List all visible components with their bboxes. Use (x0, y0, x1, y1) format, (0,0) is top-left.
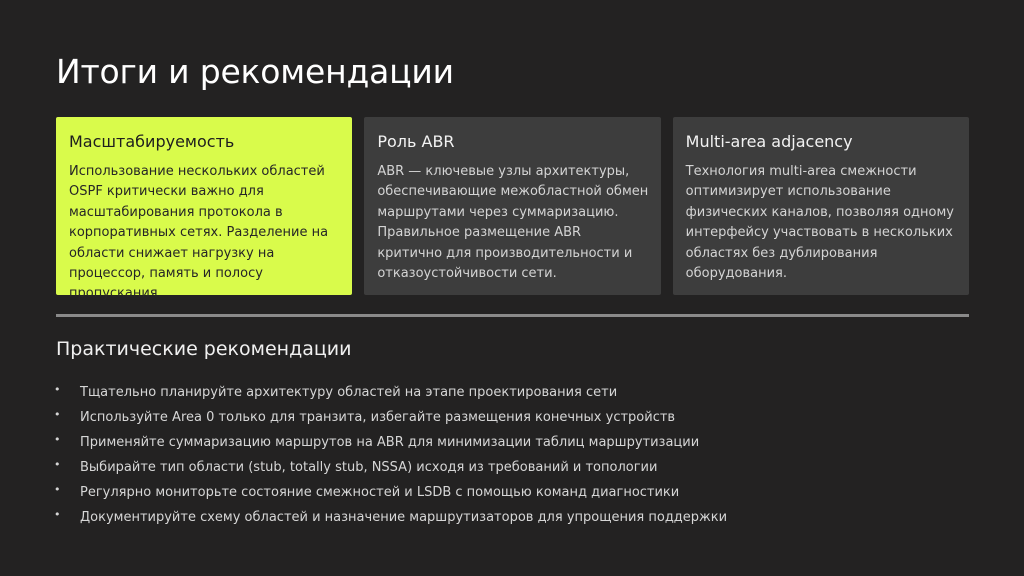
page-title: Итоги и рекомендации (56, 52, 454, 91)
card-abr-role (364, 117, 660, 295)
recommendations-title: Практические рекомендации (56, 338, 352, 360)
recommendations-list (54, 380, 727, 530)
card-text: Использование нескольких областей OSPF критически важно для масштабирования протокола в корпоративных сетях. Разделение на области снижает нагрузку на процессор, память и полосу пропускания. (69, 164, 329, 302)
list-item-text: Используйте Area 0 только для транзита, избегайте размещения конечных устройств (80, 410, 676, 425)
bullet-icon: • (54, 383, 61, 396)
card-multi-area-adjacency (673, 117, 969, 295)
list-item-text: Тщательно планируйте архитектуру областей на этапе проектирования сети (80, 385, 618, 400)
section-divider (56, 314, 969, 317)
card-text: ABR — ключевые узлы архитектуры, обеспечивающие межобластной обмен маршрутами через суммаризацию. Правильное размещение ABR критично для производительности и отказоустойчивости сети. (377, 164, 649, 282)
list-item (54, 405, 727, 430)
list-item-text: Применяйте суммаризацию маршрутов на ABR для минимизации таблиц маршрутизации (80, 435, 700, 450)
bullet-icon: • (54, 458, 61, 471)
list-item (54, 480, 727, 505)
summary-cards (56, 117, 969, 302)
card-text: Технология multi-area смежности оптимизирует использование физических каналов, позволяя одному интерфейсу участвовать в нескольких областях без дублирования оборудования. (685, 164, 954, 282)
list-item (54, 380, 727, 405)
list-item (54, 505, 727, 530)
bullet-icon: • (54, 483, 61, 496)
bullet-icon: • (54, 408, 61, 421)
card-title: Роль ABR (377, 132, 455, 151)
list-item-text: Выбирайте тип области (stub, totally stub, NSSA) исходя из требований и топологии (80, 460, 658, 475)
bullet-icon: • (54, 508, 61, 521)
list-item-text: Регулярно мониторьте состояние смежностей и LSDB с помощью команд диагностики (80, 485, 680, 500)
card-title: Масштабируемость (69, 132, 235, 151)
card-title: Multi-area adjacency (685, 132, 853, 151)
list-item (54, 455, 727, 480)
list-item (54, 430, 727, 455)
list-item-text: Документируйте схему областей и назначение маршрутизаторов для упрощения поддержки (80, 510, 728, 525)
card-scalability (56, 117, 352, 302)
bullet-icon: • (54, 433, 61, 446)
